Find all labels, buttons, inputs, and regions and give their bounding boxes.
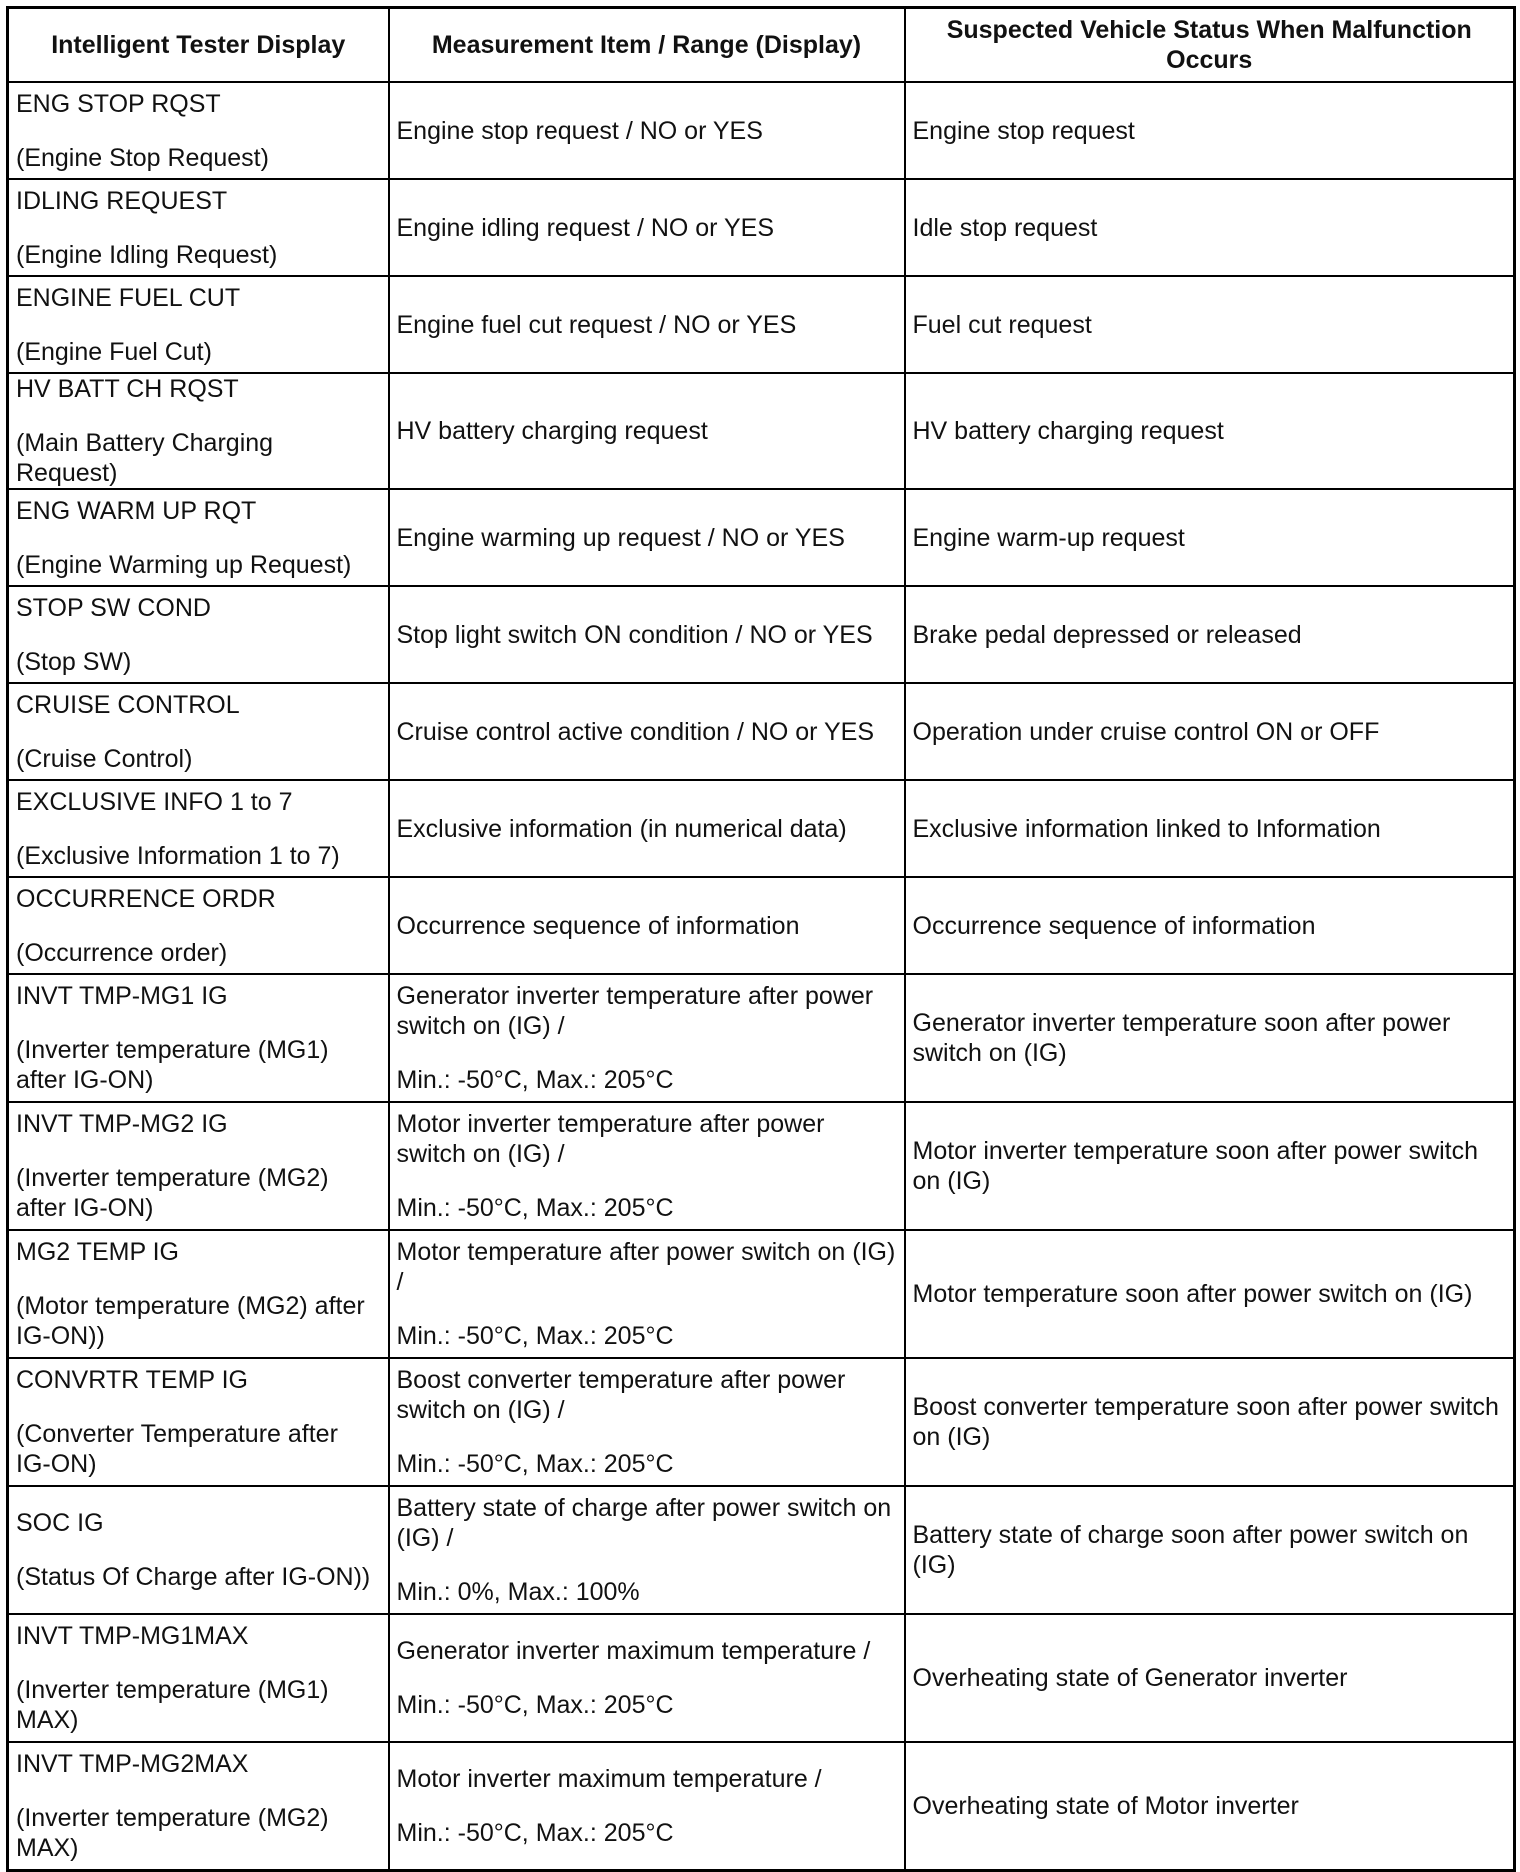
table-row — [8, 1358, 1515, 1486]
status-cell: Fuel cut request — [905, 276, 1515, 373]
tester-display-cell: ENGINE FUEL CUT (Engine Fuel Cut) — [8, 276, 389, 373]
table-row — [8, 373, 1515, 489]
tester-display-cell: INVT TMP-MG2 IG (Inverter temperature (MG2) after IG-ON) — [8, 1102, 389, 1230]
status-cell: Engine warm-up request — [905, 489, 1515, 586]
status-cell: Occurrence sequence of information — [905, 877, 1515, 974]
tester-display-cell: SOC IG (Status Of Charge after IG-ON)) — [8, 1486, 389, 1614]
tester-display-cell: MG2 TEMP IG (Motor temperature (MG2) after IG-ON)) — [8, 1230, 389, 1358]
table-row — [8, 877, 1515, 974]
measurement-cell: Motor inverter temperature after power switch on (IG) / Min.: -50°C, Max.: 205°C — [389, 1102, 905, 1230]
tester-display-cell: ENG STOP RQST (Engine Stop Request) — [8, 82, 389, 179]
status-cell: Operation under cruise control ON or OFF — [905, 683, 1515, 780]
measurement-cell: Engine stop request / NO or YES — [389, 82, 905, 179]
status-cell: Motor temperature soon after power switch on (IG) — [905, 1230, 1515, 1358]
table-row — [8, 780, 1515, 877]
status-cell: Generator inverter temperature soon after power switch on (IG) — [905, 974, 1515, 1102]
status-cell: Engine stop request — [905, 82, 1515, 179]
measurement-cell: Motor temperature after power switch on (IG) / Min.: -50°C, Max.: 205°C — [389, 1230, 905, 1358]
header-measurement-item: Measurement Item / Range (Display) — [389, 8, 905, 83]
table-row — [8, 1486, 1515, 1614]
measurement-cell: Stop light switch ON condition / NO or YES — [389, 586, 905, 683]
status-cell: Overheating state of Motor inverter — [905, 1742, 1515, 1871]
tester-display-cell: INVT TMP-MG1 IG (Inverter temperature (MG1) after IG-ON) — [8, 974, 389, 1102]
table-row — [8, 82, 1515, 179]
measurement-cell: Generator inverter temperature after power switch on (IG) / Min.: -50°C, Max.: 205°C — [389, 974, 905, 1102]
table-header-row — [8, 8, 1515, 83]
tester-display-cell: STOP SW COND (Stop SW) — [8, 586, 389, 683]
tester-display-cell: CRUISE CONTROL (Cruise Control) — [8, 683, 389, 780]
measurement-cell: Engine fuel cut request / NO or YES — [389, 276, 905, 373]
status-cell: Exclusive information linked to Information — [905, 780, 1515, 877]
status-cell: Brake pedal depressed or released — [905, 586, 1515, 683]
status-cell: HV battery charging request — [905, 373, 1515, 489]
table-row — [8, 1230, 1515, 1358]
measurement-cell: Boost converter temperature after power switch on (IG) / Min.: -50°C, Max.: 205°C — [389, 1358, 905, 1486]
table-row — [8, 974, 1515, 1102]
table-row — [8, 586, 1515, 683]
status-cell: Boost converter temperature soon after power switch on (IG) — [905, 1358, 1515, 1486]
table-row — [8, 276, 1515, 373]
tester-display-cell: EXCLUSIVE INFO 1 to 7 (Exclusive Information 1 to 7) — [8, 780, 389, 877]
tester-display-cell: ENG WARM UP RQT (Engine Warming up Request) — [8, 489, 389, 586]
table-row — [8, 1102, 1515, 1230]
diagnostic-data-table — [6, 6, 1516, 1872]
table-row — [8, 683, 1515, 780]
measurement-cell: Battery state of charge after power switch on (IG) / Min.: 0%, Max.: 100% — [389, 1486, 905, 1614]
status-cell: Motor inverter temperature soon after power switch on (IG) — [905, 1102, 1515, 1230]
measurement-cell: Occurrence sequence of information — [389, 877, 905, 974]
status-cell: Battery state of charge soon after power switch on (IG) — [905, 1486, 1515, 1614]
header-suspected-status: Suspected Vehicle Status When Malfunction Occurs — [905, 8, 1515, 83]
header-tester-display: Intelligent Tester Display — [8, 8, 389, 83]
measurement-cell: Generator inverter maximum temperature / Min.: -50°C, Max.: 205°C — [389, 1614, 905, 1742]
status-cell: Overheating state of Generator inverter — [905, 1614, 1515, 1742]
measurement-cell: Engine idling request / NO or YES — [389, 179, 905, 276]
table-row — [8, 489, 1515, 586]
tester-display-cell: INVT TMP-MG2MAX (Inverter temperature (MG2) MAX) — [8, 1742, 389, 1871]
measurement-cell: Engine warming up request / NO or YES — [389, 489, 905, 586]
tester-display-cell: INVT TMP-MG1MAX (Inverter temperature (MG1) MAX) — [8, 1614, 389, 1742]
tester-display-cell: OCCURRENCE ORDR (Occurrence order) — [8, 877, 389, 974]
table-row — [8, 1742, 1515, 1871]
tester-display-cell: CONVRTR TEMP IG (Converter Temperature after IG-ON) — [8, 1358, 389, 1486]
tester-display-cell: IDLING REQUEST (Engine Idling Request) — [8, 179, 389, 276]
table-row — [8, 179, 1515, 276]
measurement-cell: Cruise control active condition / NO or YES — [389, 683, 905, 780]
tester-display-cell: HV BATT CH RQST (Main Battery Charging Request) — [8, 373, 389, 489]
table-row — [8, 1614, 1515, 1742]
measurement-cell: Motor inverter maximum temperature / Min.: -50°C, Max.: 205°C — [389, 1742, 905, 1871]
status-cell: Idle stop request — [905, 179, 1515, 276]
measurement-cell: HV battery charging request — [389, 373, 905, 489]
measurement-cell: Exclusive information (in numerical data) — [389, 780, 905, 877]
